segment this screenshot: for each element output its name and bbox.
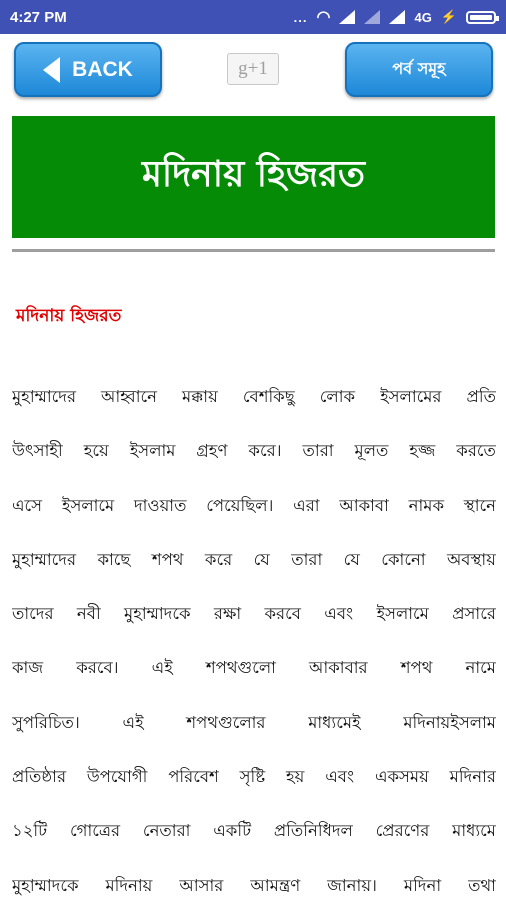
wifi-icon: ◠ bbox=[316, 9, 331, 26]
signal-secondary-icon bbox=[364, 10, 380, 24]
article-word: এবং bbox=[325, 767, 355, 787]
article-word: একটি bbox=[213, 821, 252, 841]
article-word: ইসলামের bbox=[380, 387, 442, 406]
article-word: মুহাম্মাদের bbox=[12, 549, 77, 569]
banner-title: মদিনায় হিজরত bbox=[141, 154, 366, 195]
article-word: আসার bbox=[179, 875, 224, 895]
article-word: লোক bbox=[319, 387, 356, 406]
article-line bbox=[12, 533, 496, 587]
article-word: করবে bbox=[264, 604, 301, 624]
article-line bbox=[12, 804, 496, 858]
back-arrow-icon bbox=[43, 57, 60, 83]
status-time: 4:27 PM bbox=[10, 9, 67, 26]
article-word: মূলত bbox=[354, 441, 389, 461]
article-word: মুহাম্মাদকে bbox=[124, 604, 191, 624]
article-word: শপথগুলো bbox=[205, 658, 276, 678]
article-word: মদিনা bbox=[403, 875, 442, 895]
article-word: তথা bbox=[468, 875, 496, 895]
article-word: এবং bbox=[324, 604, 354, 624]
article-word: মদিনার bbox=[449, 767, 496, 787]
article-word: এই bbox=[151, 658, 173, 678]
article-word: ১২টি bbox=[12, 821, 48, 841]
network-type-label: 4G bbox=[414, 9, 432, 25]
parts-list-button-label: পর্ব সমূহ bbox=[392, 59, 446, 78]
article-word: ইসলামে bbox=[376, 604, 429, 624]
article-word: উপযোগী bbox=[86, 767, 148, 787]
article-word: মুহাম্মাদকে bbox=[12, 875, 79, 895]
article-word: করবে। bbox=[76, 658, 119, 678]
signal-icon bbox=[339, 10, 355, 24]
article-word: যে bbox=[253, 549, 270, 569]
article-word: গোত্রের bbox=[69, 821, 121, 841]
article-word: প্রতিনিধিদল bbox=[273, 821, 353, 841]
article-line bbox=[12, 859, 496, 913]
charging-icon: ⚡ bbox=[440, 9, 457, 24]
article-word: করে bbox=[204, 549, 233, 569]
article-word: সৃষ্টি bbox=[239, 767, 266, 787]
article-word: প্রতি bbox=[466, 387, 496, 406]
article-word: মাধ্যমেই bbox=[308, 712, 361, 732]
article-word: প্রসারে bbox=[452, 604, 496, 624]
article-word: হজ্জ bbox=[409, 441, 436, 461]
article-word: আকাবার bbox=[309, 658, 368, 678]
article-word: দাওয়াত bbox=[133, 495, 187, 515]
title-banner bbox=[12, 116, 495, 238]
article-word: করতে bbox=[456, 441, 496, 461]
article-word: নামক bbox=[408, 495, 445, 515]
article-line bbox=[12, 587, 496, 641]
article-word: হয়ে bbox=[83, 441, 109, 461]
parts-list-button[interactable] bbox=[345, 42, 493, 97]
google-plus-one-button[interactable] bbox=[227, 53, 279, 85]
article-word: শপথগুলোর bbox=[186, 712, 266, 732]
article-word: ইসলাম bbox=[129, 441, 176, 461]
notification-dots: ... bbox=[293, 9, 308, 25]
article-word: হয় bbox=[286, 767, 305, 787]
article-word: শপথ bbox=[400, 658, 433, 678]
article-word: সুপরিচিত। bbox=[12, 712, 80, 732]
article-word: নামে bbox=[465, 658, 496, 678]
article-line bbox=[12, 424, 496, 478]
article-word: উৎসাহী bbox=[12, 441, 63, 461]
article-word: কাছে bbox=[97, 549, 131, 569]
article-line bbox=[12, 696, 496, 750]
article-word: স্থানে bbox=[463, 495, 496, 515]
back-button-label: BACK bbox=[72, 57, 133, 81]
article-word: পেয়েছিল। bbox=[206, 495, 274, 515]
article-word: একসময় bbox=[374, 767, 429, 787]
article-word: ইসলামে bbox=[61, 495, 115, 515]
article-word: মক্কায় bbox=[181, 387, 218, 406]
google-plus-one-label: g+1 bbox=[238, 58, 268, 79]
article-word: মুহাম্মাদের bbox=[12, 387, 77, 406]
battery-icon bbox=[466, 11, 496, 24]
article-word: করে। bbox=[248, 441, 282, 461]
article-word: আহ্বানে bbox=[101, 387, 157, 406]
article-line bbox=[12, 479, 496, 533]
article-line bbox=[12, 370, 496, 424]
article-word: প্রতিষ্ঠার bbox=[12, 767, 67, 787]
article-word: রক্ষা bbox=[213, 604, 242, 624]
article-word: কোনো bbox=[381, 549, 426, 569]
article-word: নবী bbox=[76, 604, 101, 624]
article-word: আকাবা bbox=[339, 495, 389, 515]
article-word: গ্রহণ bbox=[196, 441, 228, 461]
article-word: শপথ bbox=[151, 549, 184, 569]
article-word: অবস্থায় bbox=[447, 549, 496, 569]
article-word: তারা bbox=[291, 549, 323, 569]
status-icons bbox=[294, 7, 496, 27]
article-word: প্রেরণের bbox=[375, 821, 430, 841]
signal-strength-icon bbox=[389, 10, 405, 24]
article-word: কাজ bbox=[12, 658, 44, 678]
article-word: পরিবেশ bbox=[168, 767, 219, 787]
article-line bbox=[12, 641, 496, 695]
article-word: তারা bbox=[302, 441, 334, 461]
article-word: এই bbox=[122, 712, 144, 732]
article-word: আমন্ত্রণ bbox=[250, 875, 301, 895]
article-word: জানায়। bbox=[327, 875, 377, 895]
article-word: মাধ্যমে bbox=[452, 821, 496, 841]
article-word: নেতারা bbox=[142, 821, 191, 841]
article-word: মদিনায়ইসলাম bbox=[403, 712, 496, 732]
article-word: মদিনায় bbox=[105, 875, 153, 895]
article-body bbox=[12, 370, 496, 913]
article-word: বেশকিছু bbox=[242, 387, 295, 406]
status-bar bbox=[0, 0, 506, 34]
article-word: এরা bbox=[293, 495, 320, 515]
back-button[interactable] bbox=[14, 42, 162, 97]
article-word: তাদের bbox=[12, 604, 54, 624]
article-word: যে bbox=[343, 549, 360, 569]
article-line bbox=[12, 750, 496, 804]
divider bbox=[12, 249, 495, 252]
article-subtitle: মদিনায় হিজরত bbox=[16, 306, 122, 326]
article-word: এসে bbox=[12, 495, 43, 515]
